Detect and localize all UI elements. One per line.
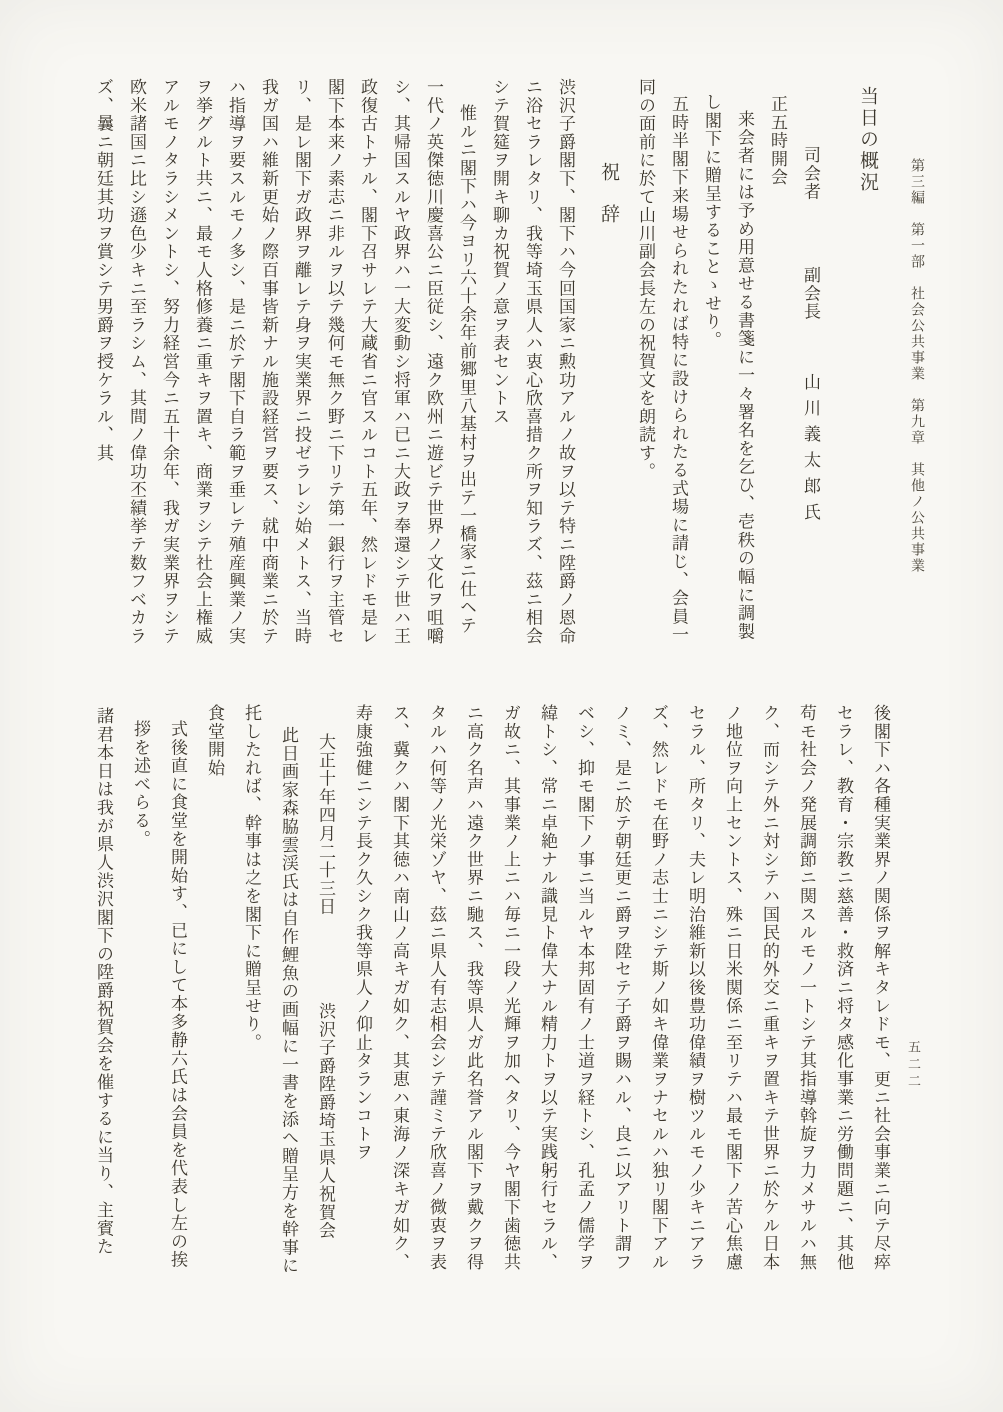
opening-body: 来会者には予め用意せる書箋に一々署名を乞ひ、壱秩の幅に調製し閣下に贈呈することゝせり。 bbox=[702, 93, 754, 641]
dining-run-in-heading: 食堂開始 bbox=[205, 704, 224, 778]
address-date-line bbox=[307, 704, 344, 1282]
page-number: 五二二 bbox=[906, 1040, 921, 1091]
address-date: 大正十年四月二十三日 bbox=[316, 732, 335, 916]
address-paragraph-2-top: 惟ルニ閣下ハ今ヨリ六十余年前郷里八基村ヲ出テ一橋家ニ仕ヘテ一代ノ英傑徳川慶喜公ニ臣従シ、遠ク欧州ニ遊ビテ世界ノ文化ヲ咀嚼シ、其帰国スルヤ政界ハ一大変動シ将軍ハ已ニ大政ヲ奉還シテ世ハ王政復古トナル、閣下召サレテ大蔵省ニ官スルコト五年、然レドモ是レ閣下本来ノ素志ニ非ルヲ以テ幾何モ無ク野ニ下リテ第一銀行ヲ主管セリ、是レ閣下ガ政界ヲ離レテ身ヲ実業界ニ投ゼラレシ始メトス、当時我ガ国ハ維新更始ノ際百事皆新ナル施設経営ヲ要ス、就中商業ニ於テハ指導ヲ要スルモノ多シ、是ニ於テ閣下自ラ範ヲ垂レテ殖産興業ノ実ヲ挙グルト共ニ、最モ人格修養ニ重キヲ置キ、商業ヲシテ社会上権威アルモノタラシメントシ、努力経営今ニ五十余年、我ガ実業界ヲシテ欧米諸国ニ比シ遜色少キニ至ラシム、其間ノ偉功丕績挙テ数フベカラズ、曩ニ朝廷其功ヲ賞シテ男爵ヲ授ケラル、其 bbox=[94, 78, 476, 646]
section-heading-overview: 当日の概況 bbox=[857, 85, 878, 194]
dining-body: 式後直に食堂を開始す、已にして本多静六氏は会員を代表し左の挨拶を述べらる。 bbox=[131, 720, 187, 1269]
moderator-title-label: 副会長 bbox=[801, 266, 820, 322]
moderator-role-label: 司会者 bbox=[801, 146, 820, 201]
speech-intro-paragraph: 諸君本日は我が県人渋沢閣下の陞爵祝賀会を催するに当り、主賓た bbox=[94, 707, 113, 1257]
running-head: 第三編 第一部 社会公共事業 第九章 其他ノ公共事業 bbox=[909, 158, 924, 574]
section-heading-address: 祝 辞 bbox=[598, 162, 619, 225]
opening-paragraph bbox=[695, 78, 794, 652]
dining-paragraph bbox=[122, 704, 233, 1282]
bottom-text-block bbox=[49, 704, 899, 1282]
arrival-paragraph: 五時半閣下来場せられたれば特に設けられたる式場に請じ、会員一同の面前に於て山川副会長左の祝賀文を朗読す。 bbox=[636, 78, 688, 644]
address-signature: 渋沢子爵陞爵埼玉県人祝賀会 bbox=[316, 1002, 335, 1241]
address-paragraph-2-continued: 後閣下ハ各種実業界ノ関係ヲ解キタレドモ、更ニ社会事業ニ向テ尽瘁セラレ、教育・宗教ニ慈善・救済ニ将タ感化事業ニ労働問題ニ、其他苟モ社会ノ発展調節ニ関スルモノ一トシテ其指導斡旋ヲ力メサルハ無ク、而シテ外ニ対シテハ国民的外交ニ重キヲ置キテ世界ニ於ケル日本ノ地位ヲ向上セントス、殊ニ日米関係ニ至リテハ最モ閣下ノ苦心焦慮セラル、所タリ、夫レ明治維新以後豊功偉績ヲ樹ツルモノ少キニアラズ、然レドモ在野ノ志士ニシテ斯ノ如キ偉業ヲナセルハ独リ閣下アルノミ、是ニ於テ朝廷更ニ爵ヲ陞セテ子爵ヲ賜ハル、良ニ以アリト謂フベシ、抑モ閣下ノ事ニ当ルヤ本邦固有ノ士道ヲ経トシ、孔孟ノ儒学ヲ緯トシ、常ニ卓絶ナル識見ト偉大ナル精力トヲ以テ実践躬行セラル、ガ故ニ、其事業ノ上ニハ毎ニ一段ノ光輝ヲ加ヘタリ、今ヤ閣下歯徳共ニ高ク名声ハ遠ク世界ニ馳ス、我等県人ガ此名誉アル閣下ヲ戴クヲ得タルハ何等ノ光栄ゾヤ、茲ニ県人有志相会シテ謹ミテ欣喜ノ微衷ヲ表ス、冀クハ閣下其徳ハ南山ノ高キガ如ク、其恵ハ東海ノ深キガ如ク、寿康強健ニシテ長ク久シク我等県人ノ仰止タランコトヲ bbox=[353, 704, 890, 1272]
gift-paragraph: 此日画家森脇雲渓氏は自作鯉魚の画幅に一書を添へ贈呈方を幹事に托したれば、幹事は之を閣下に贈呈せり。 bbox=[242, 704, 298, 1276]
top-text-block bbox=[65, 78, 933, 652]
moderator-line bbox=[794, 78, 827, 652]
opening-run-in-heading: 正五時開会 bbox=[768, 95, 787, 187]
moderator-name: 山川義太郎氏 bbox=[801, 372, 820, 529]
address-paragraph-1: 渋沢子爵閣下、閣下ハ今回国家ニ勲功アルノ故ヲ以テ特ニ陞爵ノ恩命ニ浴セラレタリ、我等埼玉県人ハ衷心欣喜措ク所ヲ知ラズ、茲ニ相会シテ賀筵ヲ開キ聊カ祝賀ノ意ヲ表セントス bbox=[490, 78, 575, 646]
